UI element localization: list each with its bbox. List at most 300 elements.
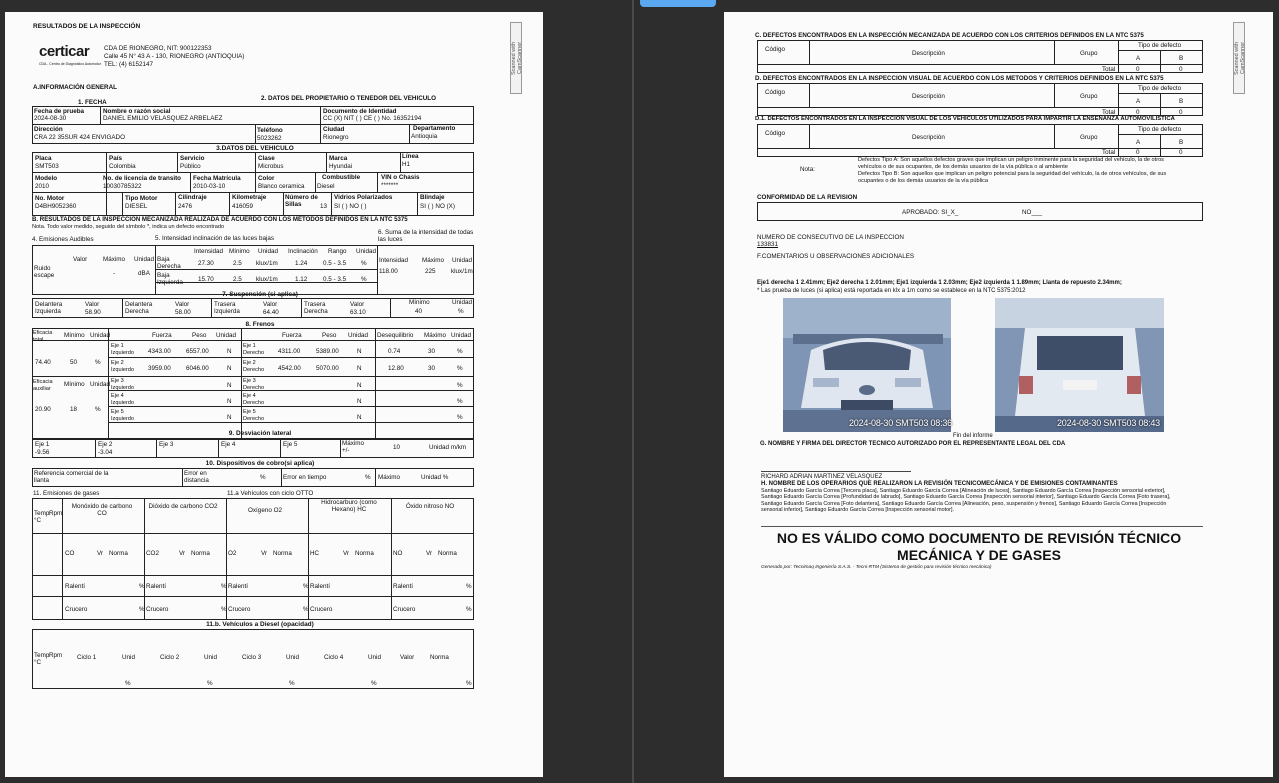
gas-co-norma: Norma [109, 550, 128, 557]
report-title: RESULTADOS DE LA INSPECCIÓN [33, 23, 141, 30]
d-descripcion: Descripción [912, 93, 945, 100]
vehiculo-header: 3.DATOS DEL VEHICULO [216, 145, 294, 152]
e4-pct: % [457, 398, 463, 405]
f1-fuerza-der: 4311.00 [278, 348, 301, 355]
eje3-izq-label: Eje 3 Izquierdo [111, 378, 135, 391]
luz-h-minimo: Mínimo [229, 248, 250, 255]
d-total-b: 0 [1179, 109, 1183, 116]
gas-h-hc: Hidrocarburo (como Hexano) HC [321, 499, 377, 513]
label-placa: Placa [35, 155, 52, 162]
luz-h-inclinacion: Inclinación [288, 248, 318, 255]
gas-co-crucero: Crucero [65, 606, 88, 613]
suma-header: 6. Suma de la intensidad de todas las luces [378, 229, 474, 243]
eficacia-aux-label: Eficacia auxiliar [33, 379, 53, 392]
cobro-ref-label: Referencia comercial de la llanta [34, 470, 109, 484]
frenos-h-unidad-des: Unidad [451, 332, 471, 339]
frenos-h-peso-der: Peso [322, 332, 337, 339]
f1-maximo: 30 [428, 348, 436, 355]
luz-h-rango: Rango [328, 248, 347, 255]
frenos-h-fuerza-izq: Fuerza [152, 332, 172, 339]
d-b: B [1179, 98, 1184, 105]
gas-hc-vr: Vr [343, 550, 350, 557]
eficacia-aux-value: 20.90 [35, 406, 51, 413]
section-c-title: C. DEFECTOS ENCONTRADOS EN LA INSPECCIÓN MECANIZADA DE ACUERDO CON LOS CRITERIOS DEFINIDOS EN LA NTC 5375 [755, 32, 1144, 39]
diesel-valor: Valor [400, 654, 415, 661]
value-linea: H1 [402, 161, 411, 168]
director-name: RICHARD ADRIAN MARTINEZ VELASQUEZ [761, 474, 883, 480]
value-vin: ******* [381, 182, 399, 189]
ef-aux-min-h: Mínimo [64, 381, 85, 388]
desv-eje5: Eje 5 [283, 441, 298, 448]
value-combustible: Diesel [317, 183, 335, 190]
gas-no-cru-pct: % [466, 606, 472, 613]
value-direccion: CRA 22 35SUR 424 ENVIGADO [34, 134, 125, 141]
label-direccion: Dirección [34, 126, 63, 133]
value-fecha-matricula: 2010-03-10 [193, 183, 226, 190]
e3-n-izq: N [227, 382, 232, 389]
gas-co: CO [65, 550, 75, 557]
e5-pct: % [457, 414, 463, 421]
desv-eje1: Eje 1 [35, 441, 50, 448]
label-fecha-matricula: Fecha Matrícula [193, 175, 241, 182]
value-placa: SMT503 [35, 163, 59, 170]
gas-no-ral-pct: % [466, 583, 472, 590]
operarios-list: Santiago Eduardo García Correa [Tercera placa], Santiago Eduardo García Correa [Alineación de luces], Santiago Eduardo García Correa [Inspección sensorial exterior], Santiago Eduardo García Correa [Profundidad de labrado], Santiago Eduardo García Correa [Inspección sensorial interior], Santiago Eduardo García Correa [Foto trasera], Santiago Eduardo García Correa [Foto delantera], Santiago Eduardo García Correa [Alineación, peso, suspensión y frenos], Santiago Eduardo García Correa [Inspección sensorial inferior], Santiago Eduardo García Correa [Inspección sensorial motor]. [761, 488, 1171, 513]
label-nombre: Nombre o razón social [103, 108, 171, 115]
eje5-der-label: Eje 5 Derecho [243, 409, 265, 422]
gas-h-co: Monóxido de carbono CO [71, 503, 133, 517]
d-codigo: Código [765, 89, 785, 96]
luz-der-unidad2: % [361, 260, 367, 267]
label-linea: Línea [402, 153, 419, 160]
frenos-h-peso-izq: Peso [192, 332, 207, 339]
d1-b: B [1179, 139, 1184, 146]
eficacia-aux-min: 18 [70, 406, 78, 413]
cobro-pct-2: % [365, 474, 371, 481]
f2-desequilibrio: 12.80 [388, 365, 404, 372]
susp-td-label: Trasera Derecha [304, 301, 328, 315]
fecha-header: 1. FECHA [78, 99, 107, 106]
susp-ti-h: Valor [263, 301, 278, 308]
toolbar-tab[interactable] [640, 0, 716, 7]
camscanner-watermark-2: Scanned with CamScanner [1233, 22, 1245, 94]
eficacia-total-value: 74.40 [35, 359, 51, 366]
luz-der-unidad: klux/1m [256, 260, 278, 267]
luz-izq-rango: 0.5 - 3.5 [323, 276, 347, 283]
audible-unidad-v: dBA [138, 270, 150, 277]
c-a: A [1136, 55, 1141, 62]
e4-n-izq: N [227, 398, 232, 405]
label-clase: Clase [258, 155, 275, 162]
f1-unidad-der: N [357, 348, 362, 355]
baja-izquierda-label: Baja Izquierda [157, 272, 183, 286]
gases-header: 11. Emisiones de gases [33, 490, 100, 497]
nota-tipo-a: Defectos Tipo A: Son aquellos defectos graves que implican un peligro inminente para la seguridad del vehículo, la de otros vehículos o de sus ocupantes, de los demás usuarios de la vía pública o al ambiente [858, 157, 1164, 170]
nota-label: Nota: [800, 166, 816, 173]
gas-h-co2: Dióxido de carbono CO2 [148, 503, 218, 510]
label-tipo-motor: Tipo Motor [125, 195, 158, 202]
susp-ti-label: Trasera Izquierda [214, 301, 240, 315]
document-page-1 [5, 12, 543, 777]
desv-eje2-value: -3.04 [98, 449, 113, 456]
vehicle-rear-photo [995, 298, 1164, 432]
value-ciudad: Rionegro [323, 134, 349, 141]
gas-o2-cru-pct: % [303, 606, 309, 613]
label-motor: No. Motor [35, 195, 65, 202]
desv-eje3: Eje 3 [159, 441, 174, 448]
value-documento: CC (X) NIT ( ) CE ( ) No. 16352194 [323, 115, 422, 122]
frenos-h-unidad-der: Unidad [348, 332, 368, 339]
suspension-header: 7. Suspensión (si aplica) [222, 291, 298, 298]
f1-fuerza-izq: 4343.00 [148, 348, 171, 355]
ciclo-4: Ciclo 4 [324, 654, 344, 661]
c-total-b: 0 [1179, 66, 1183, 73]
cobro-err-dist: Error en distancia [184, 470, 209, 484]
eje5-izq-label: Eje 5 Izquierdo [111, 409, 135, 422]
gas-o2-vr: Vr [261, 550, 268, 557]
gas-no-vr: Vr [426, 550, 433, 557]
value-telefono: 5023262 [257, 135, 282, 142]
susp-ti-value: 64.40 [263, 309, 279, 316]
section-h-title: H. NOMBRE DE LOS OPERARIOS QUE REALIZARON LA REVISIÓN TECNICOMECÁNICA Y DE EMISIONES CONTAMINANTES [761, 481, 1118, 487]
gas-hc: HC [310, 550, 320, 557]
value-marca: Hyundai [329, 163, 353, 170]
frenos-h-unidad: Unidad [90, 332, 110, 339]
diesel-pct-2: % [207, 680, 213, 687]
diesel-norma: Norma [430, 654, 449, 661]
suma-h-intensidad: Intensidad [379, 257, 409, 264]
conformidad-title: CONFORMIDAD DE LA REVISION [757, 194, 858, 201]
ciclo-3: Ciclo 3 [242, 654, 262, 661]
gas-no-crucero: Crucero [393, 606, 416, 613]
label-ciudad: Ciudad [323, 126, 345, 133]
cobro-pct-1: % [260, 474, 266, 481]
section-d-title: D. DEFECTOS ENCONTRADOS EN LA INSPECCION VISUAL DE ACUERDO CON LOS METODOS Y CRITERIOS DEFINIDOS EN LA NTC 5375 [755, 75, 1164, 82]
luz-izq-intensidad: 15.70 [198, 276, 214, 283]
luz-izq-unidad2: % [361, 276, 367, 283]
gas-co2-ral-pct: % [221, 583, 227, 590]
label-combustible: Combustible [322, 174, 361, 181]
d1-descripcion: Descripción [912, 134, 945, 141]
c-descripcion: Descripción [912, 50, 945, 57]
d1-tipo-defecto: Tipo de defecto [1138, 126, 1182, 133]
label-color: Color [258, 175, 275, 182]
f2-unidad: % [457, 365, 463, 372]
section-g-title: G. NOMBRE Y FIRMA DEL DIRECTOR TECNICO AUTORIZADO POR EL REPRESENTANTE LEGAL DEL CDA [760, 441, 1066, 447]
luz-der-rango: 0.5 - 3.5 [323, 260, 347, 267]
desv-max-label: Máximo +/- [342, 440, 365, 454]
eficacia-total-unit: % [95, 359, 101, 366]
value-vidrios: SI ( ) NO ( ) [334, 203, 367, 210]
consecutivo-value: 133831 [757, 241, 779, 248]
label-modelo: Modelo [35, 175, 58, 182]
observacion-luces: * Las prueba de luces (si aplica) está reportada en klx a 1m como se establece en la NTC 5375:2012 [757, 288, 1026, 294]
luz-h-intensidad: Intensidad [194, 248, 224, 255]
audible-max-h: Máximo [103, 256, 126, 263]
gas-hc-crucero: Crucero [310, 606, 333, 613]
gas-co2-vr: Vr [179, 550, 186, 557]
diesel-header: 11.b. Vehículos a Diesel (opacidad) [206, 621, 314, 628]
gas-co2-ralenti: Ralentí [146, 583, 166, 590]
susp-min-h: Mínimo [409, 299, 430, 306]
cobro-max: Máximo [378, 474, 401, 481]
label-depto: Departamento [413, 125, 456, 132]
cda-line-2: Calle 45 N° 43 A - 130, RIONEGRO (ANTIOQUIA) [104, 53, 245, 60]
label-documento: Documento de Identidad [323, 108, 397, 115]
eficacia-aux-unit: % [95, 406, 101, 413]
gas-o2-norma: Norma [273, 550, 292, 557]
fin-informe: Fin del informe [953, 433, 993, 439]
diesel-pct-3: % [289, 680, 295, 687]
desv-eje1-value: -9.56 [35, 449, 50, 456]
gas-co-vr: Vr [97, 550, 104, 557]
e4-n-der: N [357, 398, 362, 405]
signature-line [761, 471, 911, 472]
value-blindaje: SI ( ) NO (X) [420, 203, 455, 210]
diesel-pct-4: % [371, 680, 377, 687]
d-grupo: Grupo [1080, 93, 1098, 100]
audible-max-v: - [113, 270, 116, 277]
eje1-der-label: Eje 1 Derecho [243, 343, 265, 356]
label-vidrios: Vidrios Polarizados [334, 194, 393, 201]
emisiones-audibles-header: 4. Emisiones Audibles [32, 236, 94, 243]
document-page-2 [724, 12, 1273, 777]
diesel-rpm: Rpm [49, 652, 63, 659]
frenos-h-fuerza-der: Fuerza [282, 332, 302, 339]
d1-grupo: Grupo [1080, 134, 1098, 141]
cda-line-1: CDA DE RIONEGRO, NIT: 900122353 [104, 45, 212, 52]
suma-v-intensidad: 118.00 [379, 268, 398, 275]
e3-n-der: N [357, 382, 362, 389]
d-total-a: 0 [1136, 109, 1140, 116]
gas-hc-ralenti: Ralentí [310, 583, 330, 590]
comentarios-title: F.COMENTARIOS U OBSERVACIONES ADICIONALES [757, 253, 915, 260]
eje2-izq-label: Eje 2 Izquierdo [111, 360, 135, 373]
value-nombre: DANIEL EMILIO VELASQUEZ ARBELAEZ [103, 115, 223, 122]
d1-total: Total [1102, 149, 1116, 156]
c-grupo: Grupo [1080, 50, 1098, 57]
f2-fuerza-der: 4542.00 [278, 365, 301, 372]
label-fecha-prueba: Fecha de prueba [34, 108, 85, 115]
suma-h-maximo: Máximo [422, 257, 445, 264]
frenos-h-eficacia: Eficacia total [33, 330, 53, 343]
eficacia-total-min: 50 [70, 359, 78, 366]
gas-co2-crucero: Crucero [146, 606, 169, 613]
intensidad-header: 5. Intensidad inclinación de las luces bajas [155, 235, 275, 242]
gas-no: NO [393, 550, 403, 557]
d-a: A [1136, 98, 1141, 105]
susp-dd-h: Valor [175, 301, 190, 308]
susp-unit-value: % [458, 308, 464, 315]
gas-co2-norma: Norma [191, 550, 210, 557]
luz-der-inclinacion: 1.24 [295, 260, 308, 267]
luz-der-intensidad: 27.30 [198, 260, 214, 267]
diesel-pct-5: % [466, 680, 472, 687]
generado-por: Generado por: Tecnimaq Ingeniería S.A.S. - Tecni-RTM (Sistema de gestión para revisión técnico mecánica) [761, 565, 992, 570]
f1-peso-izq: 6557.00 [186, 348, 209, 355]
label-servicio: Servicio [180, 155, 205, 162]
desv-unidad: Unidad m/km [429, 444, 467, 451]
gases-temp: Temp °C [34, 510, 50, 524]
susp-unit-h: Unidad [452, 299, 472, 306]
susp-di-h: Valor [85, 301, 100, 308]
luz-h-unidad2: Unidad [356, 248, 376, 255]
susp-dd-label: Delantera Derecha [125, 301, 153, 315]
f1-desequilibrio: 0.74 [388, 348, 401, 355]
c-total: Total [1102, 66, 1116, 73]
susp-td-h: Valor [350, 301, 365, 308]
c-codigo: Código [765, 46, 785, 53]
ciclo-4-unid: Unid [368, 654, 381, 661]
gas-co-ralenti: Ralentí [65, 583, 85, 590]
label-blindaje: Blindaje [420, 194, 445, 201]
d-tipo-defecto: Tipo de defecto [1138, 85, 1182, 92]
propietario-header: 2. DATOS DEL PROPIETARIO O TENEDOR DEL VEHICULO [261, 95, 437, 102]
value-depto: Antioquia [411, 133, 438, 140]
gas-h-no: Óxido nitroso NO [405, 503, 455, 510]
eje2-der-label: Eje 2 Derecho [243, 360, 265, 373]
front-photo-timestamp: 2024-08-30 SMT503 08:36 [849, 418, 952, 428]
observacion-llantas: Eje1 derecha 1 2.41mm; Eje2 derecha 1 2.01mm; Eje1 izquierda 1 2.03mm; Eje2 izquierda 1 1.89mm; Llanta de repuesto 2.34mm; [757, 280, 1122, 286]
diesel-temp: Temp °C [34, 652, 50, 666]
luz-izq-inclinacion: 1.12 [295, 276, 308, 283]
desv-eje2: Eje 2 [98, 441, 113, 448]
gas-o2-ral-pct: % [303, 583, 309, 590]
gas-co2: CO2 [146, 550, 159, 557]
page-divider [632, 0, 634, 783]
logo-subtitle: CDA - Centro de Diagnóstico Automotor [39, 62, 101, 66]
rear-photo-timestamp: 2024-08-30 SMT503 08:43 [1057, 418, 1160, 428]
f2-unidad-izq: N [227, 365, 232, 372]
value-kilometraje: 416059 [232, 203, 254, 210]
cobro-unit: Unidad % [421, 474, 449, 481]
gas-co-cru-pct: % [139, 606, 145, 613]
rear-photo-image [995, 298, 1164, 432]
section-b-note: Nota. Todo valor medido, seguido del símbolo *, indica un defecto encontrado [32, 224, 225, 230]
diesel-pct-1: % [125, 680, 131, 687]
f2-maximo: 30 [428, 365, 436, 372]
section-d1-title: D.1. DEFECTOS ENCONTRADOS EN LA INSPECCION VISUAL DE LOS VEHICULOS UTILIZADOS PARA IMPARTIR LA ENSEÑANZA AUTOMOVILISTICA [755, 116, 1175, 122]
value-clase: Microbus [258, 163, 284, 170]
front-photo-image [783, 298, 951, 432]
baja-derecha-label: Baja Derecha [157, 256, 181, 270]
suma-v-maximo: 225 [425, 268, 436, 275]
frenos-h-maximo: Máximo [424, 332, 447, 339]
label-pais: País [109, 155, 122, 162]
susp-min-value: 40 [415, 308, 423, 315]
gas-o2-ralenti: Ralentí [228, 583, 248, 590]
no-valido-notice: NO ES VÁLIDO COMO DOCUMENTO DE REVISIÓN TÉCNICO MECÁNICA Y DE GASES [776, 530, 1182, 563]
label-vin: VIN o Chasis [381, 174, 420, 181]
luz-h-unidad: Unidad [258, 248, 278, 255]
section-b-title: B. RESULTADOS DE LA INSPECCIÓN MECANIZADA REALIZADA DE ACUERDO CON LOS MÉTODOS DEFINIDOS EN LA NTC 5375 [32, 216, 408, 223]
value-modelo: 2010 [35, 183, 50, 190]
gas-no-norma: Norma [438, 550, 457, 557]
conformidad-box [757, 202, 1203, 221]
susp-di-value: 58.90 [85, 309, 101, 316]
desv-max-value: 10 [393, 444, 401, 451]
c-tipo-defecto: Tipo de defecto [1138, 42, 1182, 49]
frenos-header: 8. Frenos [245, 321, 275, 328]
ciclo-1: Ciclo 1 [77, 654, 97, 661]
ruido-escape-label: Ruido escape [34, 265, 55, 279]
f2-peso-der: 5070.00 [316, 365, 339, 372]
luz-izq-unidad: klux/1m [256, 276, 278, 283]
eje1-izq-label: Eje 1 Izquierdo [111, 343, 135, 356]
luz-izq-minimo: 2.5 [233, 276, 242, 283]
value-color: Blanco ceramica [258, 183, 305, 190]
ciclo-1-unid: Unid [122, 654, 135, 661]
cobro-err-tiempo: Error en tiempo [283, 474, 327, 481]
aprobado-si: APROBADO: SI_X_ [902, 209, 959, 216]
f2-peso-izq: 6046.00 [186, 365, 209, 372]
value-cilindraje: 2476 [178, 203, 193, 210]
frenos-h-unidad-izq: Unidad [216, 332, 236, 339]
f1-unidad: % [457, 348, 463, 355]
ciclo-2-unid: Unid [204, 654, 217, 661]
label-marca: Marca [329, 155, 348, 162]
suma-v-unidad: klux/1m [451, 268, 473, 275]
eje3-der-label: Eje 3 Derecho [243, 378, 265, 391]
camscanner-watermark: Scanned with CamScanner [510, 22, 522, 94]
label-cilindraje: Cilindraje [178, 194, 207, 201]
desv-eje4: Eje 4 [221, 441, 236, 448]
label-sillas: Número de Sillas [285, 194, 318, 208]
f1-peso-der: 5389.00 [316, 348, 339, 355]
f2-unidad-der: N [357, 365, 362, 372]
gas-no-ralenti: Ralentí [393, 583, 413, 590]
value-licencia: 10030785322 [103, 183, 142, 190]
c-b: B [1179, 55, 1184, 62]
value-fecha-prueba: 2024-08-30 [34, 115, 67, 122]
section-a-title: A.INFORMACIÓN GENERAL [33, 84, 117, 91]
value-servicio: Público [180, 163, 201, 170]
suma-h-unidad: Unidad [452, 257, 472, 264]
f1-unidad-izq: N [227, 348, 232, 355]
aprobado-no: NO___ [1022, 209, 1042, 216]
gases-rpm: Rpm [49, 510, 63, 517]
ciclo-2: Ciclo 2 [160, 654, 180, 661]
luz-der-minimo: 2.5 [233, 260, 242, 267]
vehicle-front-photo [783, 298, 951, 432]
gas-co2-cru-pct: % [221, 606, 227, 613]
value-motor: D4BH9052360 [35, 203, 77, 210]
d1-total-a: 0 [1136, 149, 1140, 156]
d1-total-b: 0 [1179, 149, 1183, 156]
d1-a: A [1136, 139, 1141, 146]
value-sillas: 13 [320, 203, 328, 210]
luces-table [32, 245, 474, 295]
cobro-header: 10. Dispositivos de cobro(si aplica) [205, 460, 315, 467]
susp-di-label: Delantera Izquierda [35, 301, 63, 315]
ef-aux-unit-h: Unidad [90, 381, 110, 388]
e5-n-der: N [357, 414, 362, 421]
value-tipo-motor: DIESEL [125, 203, 148, 210]
f2-fuerza-izq: 3959.00 [148, 365, 171, 372]
gas-o2-crucero: Crucero [228, 606, 251, 613]
label-licencia: No. de licencia de transito [103, 175, 182, 182]
audible-valor-h: Valor [73, 256, 88, 263]
desviacion-header: 9. Desviación lateral [228, 430, 292, 437]
audible-unidad-h: Unidad [134, 256, 154, 263]
gas-h-o2: Oxígeno O2 [248, 507, 282, 514]
susp-td-value: 63.10 [350, 309, 366, 316]
e5-n-izq: N [227, 414, 232, 421]
frenos-h-desequilibrio: Desequilibrio [377, 332, 414, 339]
gas-co-ral-pct: % [139, 583, 145, 590]
d1-codigo: Código [765, 130, 785, 137]
otto-header: 11.a Vehículos con ciclo OTTO [227, 490, 314, 497]
